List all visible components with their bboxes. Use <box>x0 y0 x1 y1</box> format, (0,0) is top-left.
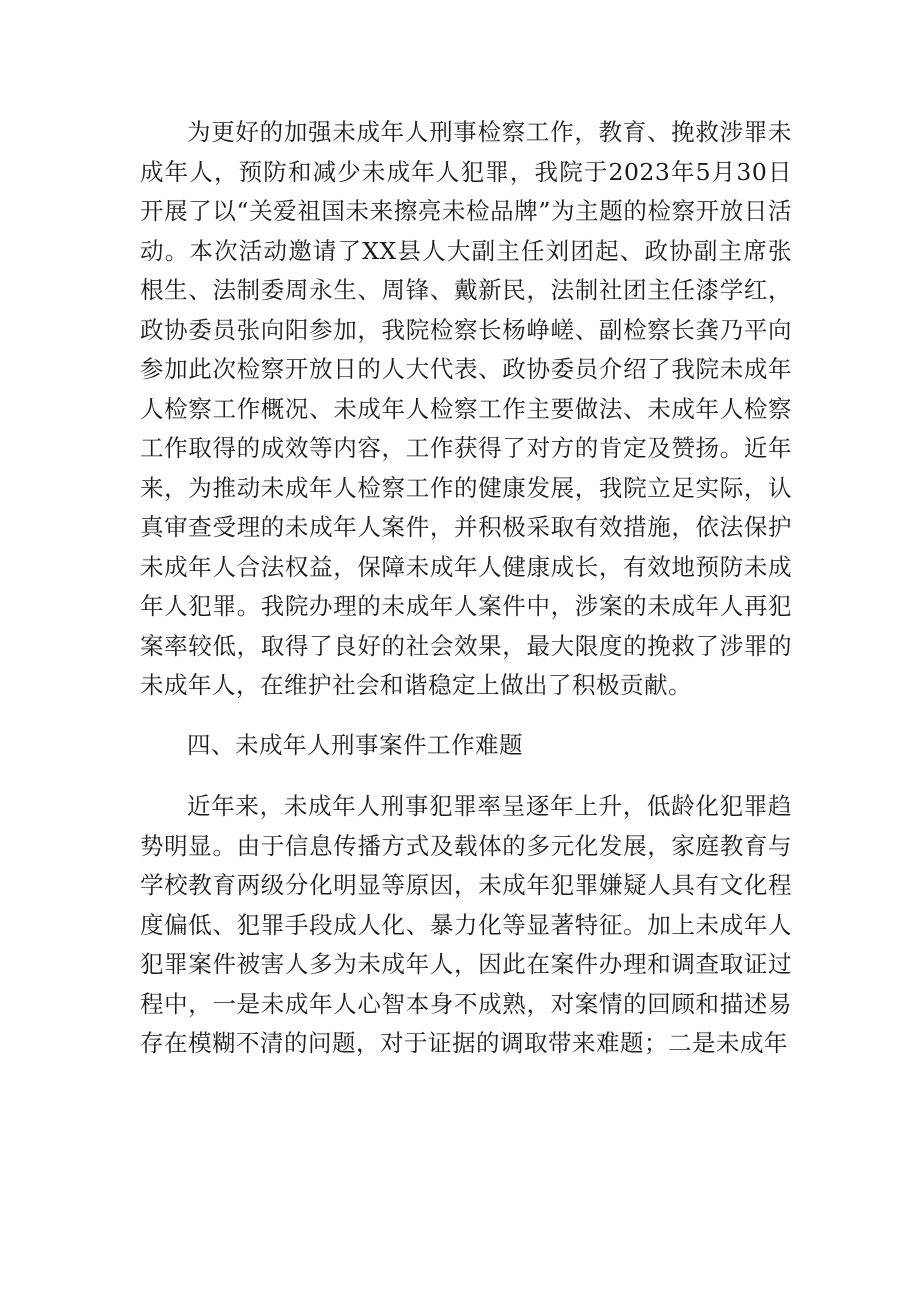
paragraph-juvenile-case-difficulties: 近年来，未成年人刑事犯罪率呈逐年上升，低龄化犯罪趋势明显。由于信息传播方式及载体的多元化发展，家庭教育与学校教育两级分化明显等原因，未成年犯罪嫌疑人具有文化程度偏低、犯罪手段成人化、暴力化等显著特征。加上未成年人犯罪案件被害人多为未成年人，因此在案件办理和调查取证过程中，一是未成年人心智本身不成熟，对案情的回顾和描述易存在模糊不清的问题，对于证据的调取带来难题；二是未成年 <box>140 792 792 1057</box>
section-heading-juvenile-case-difficulties: 四、未成年人刑事案件工作难题 <box>187 730 523 759</box>
document-body <box>140 113 792 1084</box>
paragraph-open-day-activity: 为更好的加强未成年人刑事检察工作，教育、挽救涉罪未成年人，预防和减少未成年人犯罪，我院于2023年5月30日开展了以“关爱祖国未来擦亮未检品牌”为主题的检察开放日活动。本次活动邀请了XX县人大副主任刘团起、政协副主席张根生、法制委周永生、周锋、戴新民，法制社团主任漆学红，政协委员张向阳参加，我院检察长杨峥嵯、副检察长龚乃平向参加此次检察开放日的人大代表、政协委员介绍了我院未成年人检察工作概况、未成年人检察工作主要做法、未成年人检察工作取得的成效等内容，工作获得了对方的肯定及赞扬。近年来，为推动未成年人检察工作的健康发展，我院立足实际，认真审查受理的未成年人案件，并积极采取有效措施，依法保护未成年人合法权益，保障未成年人健康成长，有效地预防未成年人犯罪。我院办理的未成年人案件中，涉案的未成年人再犯案率较低，取得了良好的社会效果，最大限度的挽救了涉罪的未成年人，在维护社会和谐稳定上做出了积极贡献。 <box>140 118 792 699</box>
